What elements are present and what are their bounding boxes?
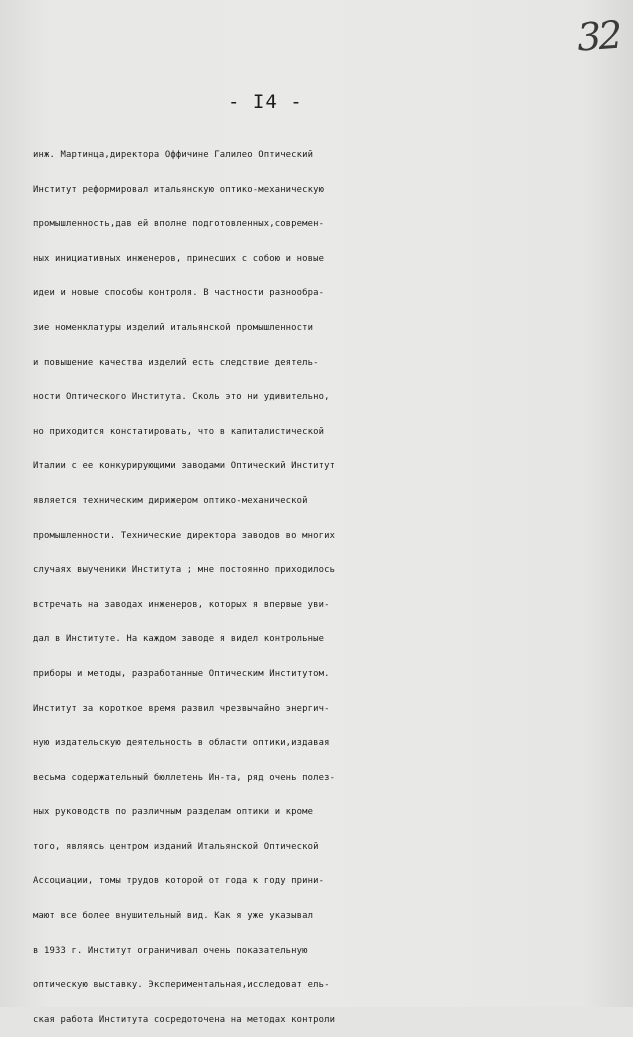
text-line: промышленности. Технические директора заводов во многих	[33, 530, 336, 541]
text-line: промышленность,дав ей вполне подготовленных,современ-	[33, 219, 325, 230]
text-line: дал в Институте. На каждом заводе я видел контрольные	[33, 634, 325, 645]
body-text	[33, 138, 631, 1037]
text-line: зие номенклатуры изделий итальянской промышленности	[33, 322, 314, 333]
text-line: Институт реформировал итальянскую оптико-механическую	[33, 184, 325, 195]
text-line: идеи и новые способы контроля. В частности разнообра-	[33, 288, 325, 299]
text-line: оптическую выставку. Экспериментальная,исследоват ель-	[33, 980, 330, 991]
text-line: в 1933 г. Институт ограничивал очень показательную	[33, 945, 308, 956]
text-line: Институт за короткое время развил чрезвычайно энергич-	[33, 703, 330, 714]
text-line: ская работа Института сосредоточена на методах контроли	[33, 1014, 336, 1025]
text-line: случаях выученики Института ; мне постоянно приходилось	[33, 565, 336, 576]
text-line: инж. Мартинца,директора Оффичине Галилео Оптический	[33, 150, 314, 160]
text-line: ности Оптического Института. Сколь это ни удивительно,	[33, 392, 330, 403]
text-line: является техническим дирижером оптико-механической	[33, 495, 308, 506]
text-line: встречать на заводах инженеров, которых я впервые уви-	[33, 599, 330, 610]
text-line: приборы и методы, разработанные Оптическим Институтом.	[33, 668, 330, 679]
text-line: того, являясь центром изданий Итальянской Оптической	[33, 841, 319, 852]
text-line: ную издательскую деятельность в области оптики,издавая	[33, 738, 330, 749]
text-line: и повышение качества изделий есть следствие деятель-	[33, 357, 319, 368]
text-line: ных инициативных инженеров, принесших с собою и новые	[33, 253, 325, 264]
text-line: мают все более внушительный вид. Как я уже указывал	[33, 911, 314, 922]
text-line: Италии с ее конкурирующими заводами Оптический Институт	[33, 461, 336, 472]
page-number: - I4 -	[228, 91, 303, 113]
text-line: ных руководств по различным разделам оптики и кроме	[33, 807, 314, 818]
text-line: но приходится констатировать, что в капиталистической	[33, 426, 325, 437]
text-line: весьма содержательный бюллетень Ин-та, ряд очень полез-	[33, 772, 336, 783]
handwritten-folio-number: 32	[575, 12, 621, 60]
text-line: Ассоциации, томы трудов которой от года к году прини-	[33, 876, 325, 887]
